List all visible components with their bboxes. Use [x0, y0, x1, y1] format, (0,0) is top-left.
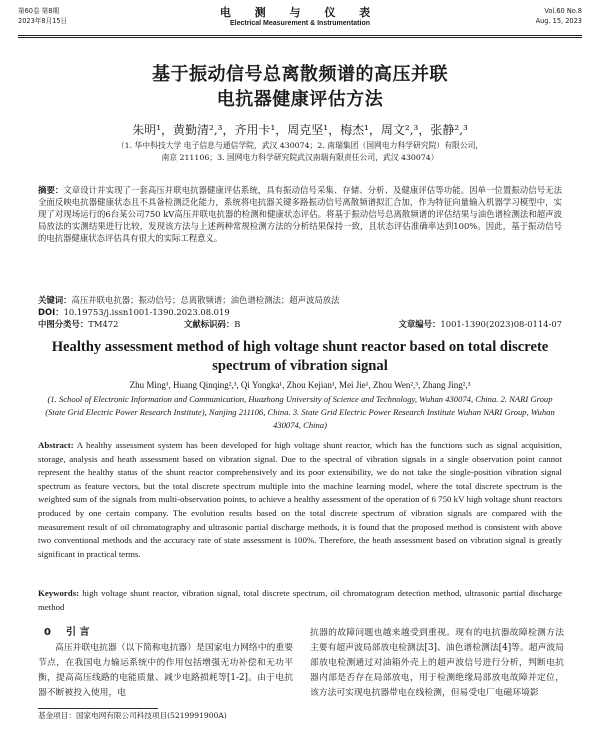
keywords-cn-text: 高压并联电抗器；振动信号；总离散频谱；油色谱检测法；超声波局放法: [71, 295, 340, 305]
doi: [38, 306, 562, 318]
journal-name: [18, 6, 582, 29]
article-number-label: 文章编号：: [398, 319, 441, 329]
keywords-cn: [38, 294, 562, 306]
affiliations-cn-line-2: 南京 211106；3. 国网电力科学研究院武汉南瑞有限责任公司，武汉 430074）: [161, 153, 439, 162]
section-title: 引 言: [66, 627, 90, 638]
article-number-value: 1001-1390(2023)08-0114-07: [440, 319, 562, 329]
authors-en: Zhu Ming¹, Huang Qinqing²,³, Qi Yongka¹, Zhou Kejian¹, Mei Jie¹, Zhou Wen²,³, Zhang Jing²,³: [129, 380, 471, 390]
title-cn: [60, 62, 540, 112]
section-number: 0: [44, 627, 51, 638]
intro-left-column: 高压并联电抗器（以下简称电抗器）是国家电力网络中的重要节点，在我国电力输运系统中的作用包括增强无功补偿和无功平衡，提高高压线路的电能质量、减少电路损耗等[1-2]。由于电抗器不断被投入使用，电: [38, 643, 293, 698]
abstract-en: [38, 439, 562, 561]
clc-label: 中图分类号：: [38, 319, 89, 329]
classification-row: [38, 318, 562, 330]
publication-date-cn: 2023年8月15日: [18, 17, 68, 25]
keywords-en: [38, 587, 562, 614]
journal-name-en: Electrical Measurement & Instrumentation: [229, 20, 371, 27]
intro-right-column: 抗器的故障问题也越来越受到重视。现有的电抗器故障检测方法主要有超声波局部放电检测法[3]、油色谱检测法[4]等。超声波局部放电检测通过对油箱外壳上的超声波信号进行分析，判断电抗器内部是否存在局部放电，用于检测绝缘局部放电故障并定位，该方法可实现电抗器带电在线检测，但易受电厂电磁环境影: [310, 628, 564, 698]
clc-number: [38, 319, 118, 329]
affiliations-en: (1. School of Electronic Information and Communication, Huazhong University of Science and Technology, Wuhan 430074, China. 2. NARI Group (State Grid Electric Power Research Institute), Nanjing 211106, China. 3. State Grid Electric Power Research Institute Wuhan NARI Group, Wuhan 430074, China): [45, 394, 555, 430]
abstract-en-label: Abstract:: [38, 440, 74, 450]
keywords-cn-label: 关键词：: [38, 295, 72, 305]
volume-issue-en-block: [536, 6, 582, 26]
title-cn-line-2: 电抗器健康评估方法: [216, 89, 384, 110]
document-code: [184, 318, 240, 330]
section-heading: [44, 626, 89, 640]
journal-header: [18, 6, 582, 34]
abstract-cn-text: 文章设计并实现了一套高压并联电抗器健康评估系统，具有振动信号采集、存储、分析、及健康评估等功能。因单一位置振动信号无法全面反映电抗器健康状态且不具备检测泛化能力，系统将电抗器关键多路振动信号离散频谱拟汇合加，作为特征向量输入机器学习模型中，实现了对现场运行的6台某公司750 kV高压并联电抗器的检测和健康状态评估。将基于振动信号总离散频谱的评估结果与油色谱检测法和超声波局放法的实测结果进行比较，发现该方法与上述两种常规检测方法的分析结果保持一致，且状态评估准确率达到100%。因此，基于振动信号的电抗器健康状态评估具有很大的实际工程意义。: [38, 185, 562, 244]
header-rule: [18, 35, 582, 36]
article-number: [399, 318, 562, 330]
clc-value: TM472: [88, 319, 119, 329]
journal-name-cn: 电 测 与 仪 表: [219, 6, 381, 19]
title-cn-line-1: 基于振动信号总离散频谱的高压并联: [152, 64, 448, 85]
volume-issue-cn: 第60卷 第8期: [18, 7, 60, 15]
keywords-en-text: high voltage shunt reactor, vibration signal, total discrete spectrum, oil chromatogram detection method, ultrasonic partial discharge method: [38, 588, 562, 612]
title-en: Healthy assessment method of high voltage shunt reactor based on total discrete spectrum of vibration signal: [51, 339, 549, 374]
publication-date-en: Aug. 15, 2023: [535, 17, 582, 25]
footnote-rule: [38, 708, 158, 709]
volume-issue-en: Vol.60 No.8: [544, 7, 582, 15]
abstract-cn: [38, 184, 562, 244]
authors-cn: 朱明¹，黄勤清²,³，齐用卡¹，周克坚¹，梅杰¹，周文²,³，张静²,³: [132, 123, 468, 137]
abstract-en-text: A healthy assessment system has been developed for high voltage shunt reactor, which has the functions such as signal acquisition, storage, analysis and heath assessment based on vibration signal. Due to the spectral of vibration signals in a single observation point cannot represent the healthy status of the shunt reactor comprehensively and its poor extensibility, we do not take the single-position vibration signal spectrum as feature vectors, but the total discrete spectrum multiple into the machine learning model, where the total discrete spectrum is the weighted sum of the signals from multi-observation points, to achieve a healthy assessment of the operation of 6 750 kV high voltage shunt reactors produced by one certain company. The evolution results based on the total discrete spectrum of vibration signals are compared with the measurement result of oil chromatography and ultrasonic partial discharge methods, it is found that the proposed method is consistent with above two conventional methods and the accuracy rate of state assessment is 100%. Therefore, the heath assessment based on vibration signal is greatly significant in practical terms.: [38, 440, 562, 559]
funding-footnote: 基金项目：国家电网有限公司科技项目(5219991900A): [38, 711, 227, 720]
affiliations-cn-line-1: （1. 华中科技大学 电子信息与通信学院，武汉 430074；2. 南瑞集团（国网电力科学研究院）有限公司，: [116, 141, 484, 150]
doi-value[interactable]: 10.19753/j.issn1001-1390.2023.08.019: [63, 307, 230, 317]
keywords-en-label: Keywords:: [38, 588, 80, 598]
doi-label: DOI：: [38, 307, 64, 317]
document-code-label: 文献标识码：: [184, 319, 235, 329]
document-code-value: B: [234, 319, 241, 329]
abstract-cn-label: 摘要：: [38, 185, 64, 195]
affiliations-cn: [40, 140, 560, 164]
header-rule-thin: [18, 37, 582, 38]
